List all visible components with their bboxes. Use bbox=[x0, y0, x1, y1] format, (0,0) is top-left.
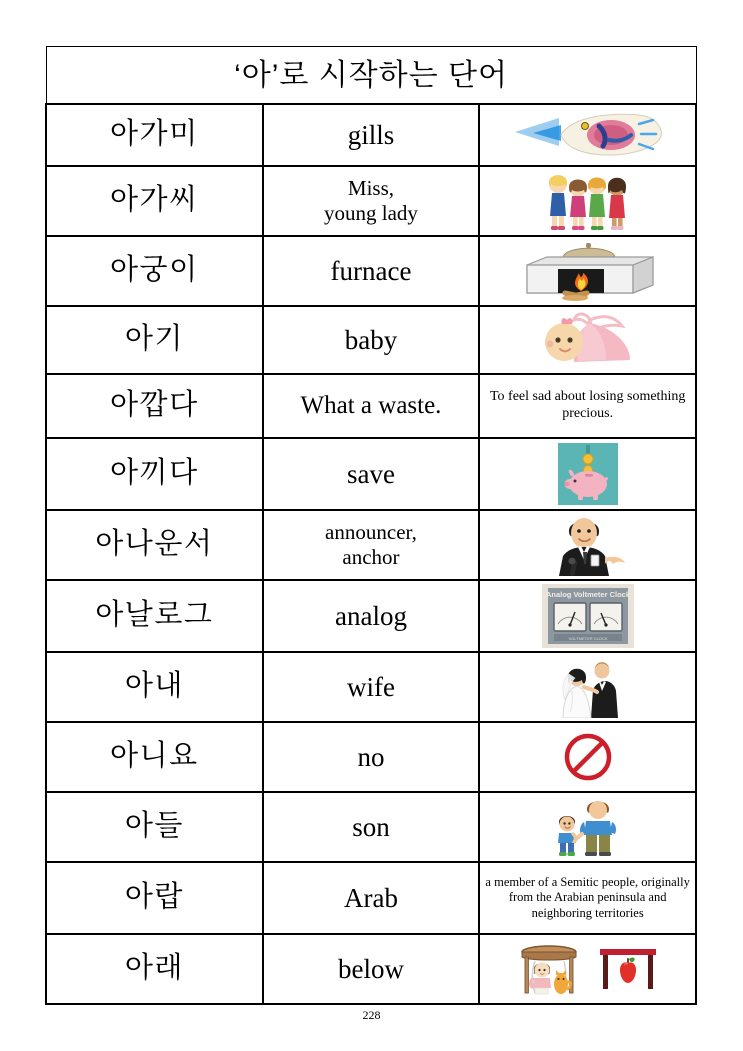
korean-word-cell: 아궁이 bbox=[46, 236, 263, 306]
illustration-cell bbox=[479, 934, 696, 1004]
english-meaning-cell bbox=[263, 510, 480, 580]
apple-under-red-table-icon bbox=[598, 945, 658, 993]
illustration-cell bbox=[479, 438, 696, 510]
table-row bbox=[46, 934, 696, 1004]
illustration-cell bbox=[479, 792, 696, 862]
prohibition-sign-icon bbox=[563, 732, 613, 782]
korean-word-cell: 아랍 bbox=[46, 862, 263, 934]
korean-word-cell: 아가미 bbox=[46, 104, 263, 166]
korean-word-cell: 아끼다 bbox=[46, 438, 263, 510]
girl-and-cat-under-table-icon bbox=[518, 941, 580, 997]
korean-word-cell: 아나운서 bbox=[46, 510, 263, 580]
table-row bbox=[46, 438, 696, 510]
english-meaning-cell: below bbox=[263, 934, 480, 1004]
svg-text:Analog Voltmeter Clock: Analog Voltmeter Clock bbox=[545, 590, 630, 599]
table-row bbox=[46, 510, 696, 580]
definition-cell bbox=[479, 374, 696, 438]
english-meaning-cell: furnace bbox=[263, 236, 480, 306]
four-young-women-icon bbox=[540, 170, 636, 232]
baby-in-pink-blanket-icon bbox=[530, 310, 646, 370]
definition-text: To feel sad about losing something precious. bbox=[489, 389, 686, 421]
table-row bbox=[46, 104, 696, 166]
meaning-line-2: anchor bbox=[342, 545, 400, 569]
table-row bbox=[46, 862, 696, 934]
page-title: ‘아’로 시작하는 단어 bbox=[234, 58, 508, 92]
table-row bbox=[46, 306, 696, 374]
table-header-row bbox=[46, 47, 696, 105]
english-meaning-cell: What a waste. bbox=[263, 374, 480, 438]
korean-word-cell: 아니요 bbox=[46, 722, 263, 792]
definition-cell bbox=[479, 862, 696, 934]
english-meaning-cell: analog bbox=[263, 580, 480, 652]
table-title-cell bbox=[46, 47, 696, 105]
english-meaning-cell: Arab bbox=[263, 862, 480, 934]
korean-furnace-stove-icon bbox=[513, 241, 663, 301]
table-row bbox=[46, 722, 696, 792]
korean-word-cell: 아날로그 bbox=[46, 580, 263, 652]
english-meaning-cell: save bbox=[263, 438, 480, 510]
fish-gills-diagram-icon bbox=[513, 112, 663, 158]
illustration-cell bbox=[479, 722, 696, 792]
table-row bbox=[46, 580, 696, 652]
korean-word-cell: 아가씨 bbox=[46, 166, 263, 236]
table-row bbox=[46, 236, 696, 306]
table-row bbox=[46, 792, 696, 862]
english-meaning-cell: baby bbox=[263, 306, 480, 374]
analog-voltmeter-clock-icon bbox=[542, 584, 634, 648]
english-meaning-cell bbox=[263, 166, 480, 236]
illustration-cell bbox=[479, 652, 696, 722]
piggy-bank-with-coin-icon bbox=[558, 443, 618, 505]
svg-text:VOLTMETER CLOCK: VOLTMETER CLOCK bbox=[568, 636, 608, 641]
table-row bbox=[46, 652, 696, 722]
korean-word-cell: 아들 bbox=[46, 792, 263, 862]
illustration-cell bbox=[479, 104, 696, 166]
vocabulary-table bbox=[45, 46, 697, 1005]
illustration-cell bbox=[479, 236, 696, 306]
page-number: 228 bbox=[362, 1008, 381, 1022]
illustration-cell bbox=[479, 510, 696, 580]
korean-word-cell: 아깝다 bbox=[46, 374, 263, 438]
illustration-cell bbox=[479, 306, 696, 374]
illustration-cell bbox=[479, 166, 696, 236]
meaning-line-1: announcer, bbox=[325, 519, 417, 544]
english-meaning-cell: gills bbox=[263, 104, 480, 166]
news-anchor-with-microphone-icon bbox=[545, 514, 631, 576]
english-meaning-cell: no bbox=[263, 722, 480, 792]
korean-word-cell: 아기 bbox=[46, 306, 263, 374]
english-meaning-cell: wife bbox=[263, 652, 480, 722]
meaning-line-1: Miss, bbox=[347, 175, 395, 200]
english-meaning-cell: son bbox=[263, 792, 480, 862]
definition-text: a member of a Semitic people, originally from the Arabian peninsula and neighboring territories bbox=[485, 875, 690, 920]
korean-word-cell: 아래 bbox=[46, 934, 263, 1004]
father-and-son-icon bbox=[549, 797, 627, 857]
bride-and-groom-icon bbox=[551, 656, 625, 718]
korean-word-cell: 아내 bbox=[46, 652, 263, 722]
table-row bbox=[46, 374, 696, 438]
illustration-cell bbox=[479, 580, 696, 652]
meaning-line-2: young lady bbox=[324, 201, 418, 225]
table-row bbox=[46, 166, 696, 236]
